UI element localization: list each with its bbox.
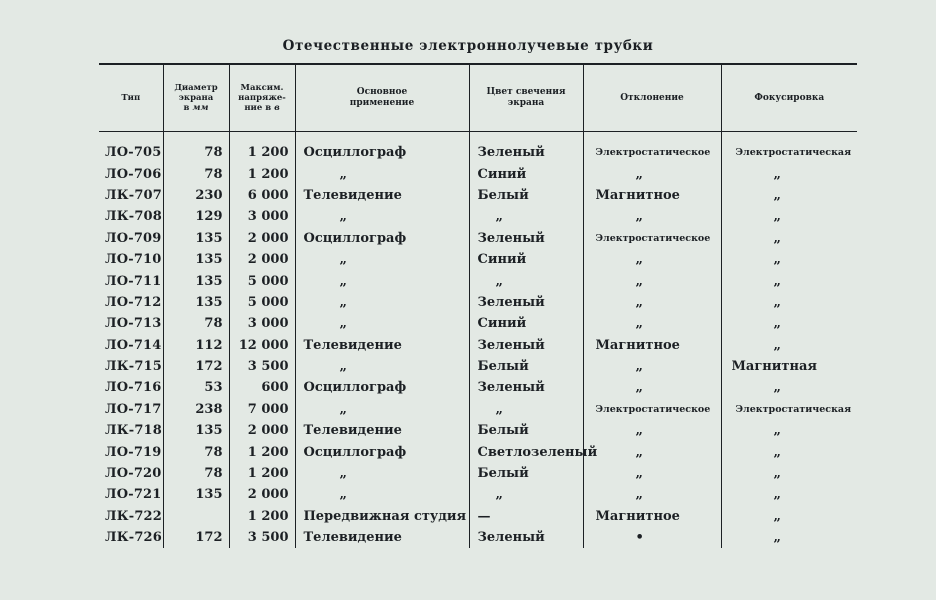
cell-deflection: „ <box>583 292 721 313</box>
cell-application: Телевидение <box>295 185 469 206</box>
cell-voltage: 600 <box>229 377 295 398</box>
cell-diameter: 135 <box>163 270 229 291</box>
cell-application: „ <box>295 313 469 334</box>
cell-diameter: 112 <box>163 335 229 356</box>
cell-color: Синий <box>469 163 583 184</box>
cell-focusing: „ <box>721 420 857 441</box>
cell-deflection: Электростатическое <box>583 132 721 164</box>
cell-application: „ <box>295 249 469 270</box>
table-row <box>99 270 857 291</box>
table-title: Отечественные электроннолучевые трубки <box>282 38 654 54</box>
cell-color: Белый <box>469 463 583 484</box>
cell-color: Зеленый <box>469 377 583 398</box>
cell-application: Осциллограф <box>295 228 469 249</box>
cell-focusing: „ <box>721 163 857 184</box>
cell-diameter: 172 <box>163 356 229 377</box>
cell-voltage: 12 000 <box>229 335 295 356</box>
cell-focusing: „ <box>721 441 857 462</box>
table-row <box>99 506 857 527</box>
cell-diameter: 238 <box>163 399 229 420</box>
cell-diameter: 78 <box>163 441 229 462</box>
cell-application: Телевидение <box>295 335 469 356</box>
cell-type: ЛО-711 <box>105 273 162 289</box>
cell-diameter: 78 <box>163 463 229 484</box>
table-row <box>99 163 857 184</box>
cell-voltage: 1 200 <box>229 463 295 484</box>
cell-deflection: „ <box>583 420 721 441</box>
cell-voltage: 2 000 <box>229 484 295 505</box>
cell-deflection: Электростатическое <box>583 228 721 249</box>
cell-type: ЛО-706 <box>105 166 162 182</box>
table-row <box>99 377 857 398</box>
cell-type: ЛО-709 <box>105 230 162 246</box>
cell-deflection: „ <box>583 206 721 227</box>
cell-color: Зеленый <box>469 527 583 548</box>
cell-voltage: 1 200 <box>229 132 295 164</box>
cell-diameter: 135 <box>163 292 229 313</box>
cell-focusing: „ <box>721 228 857 249</box>
cell-voltage: 1 200 <box>229 163 295 184</box>
cell-focusing: „ <box>721 463 857 484</box>
cell-color: Зеленый <box>469 132 583 164</box>
header-type: Тип <box>99 64 163 132</box>
cell-deflection: „ <box>583 356 721 377</box>
cell-color: „ <box>469 270 583 291</box>
cell-focusing: „ <box>721 377 857 398</box>
cell-diameter: 135 <box>163 420 229 441</box>
header-color: Цвет свечения экрана <box>469 64 583 132</box>
table-header <box>99 64 857 132</box>
cell-voltage: 7 000 <box>229 399 295 420</box>
cell-diameter: 78 <box>163 163 229 184</box>
cell-diameter: 78 <box>163 132 229 164</box>
cell-diameter: 230 <box>163 185 229 206</box>
cell-voltage: 1 200 <box>229 441 295 462</box>
cell-diameter: 172 <box>163 527 229 548</box>
header-deflection: Отклонение <box>583 64 721 132</box>
table-body <box>99 132 857 549</box>
cell-focusing: Электростатическая <box>721 399 857 420</box>
cell-application: Осциллограф <box>295 441 469 462</box>
cell-application: Передвижная студия <box>295 506 469 527</box>
cell-application: „ <box>295 292 469 313</box>
table-row <box>99 420 857 441</box>
cell-focusing: „ <box>721 484 857 505</box>
table-row <box>99 185 857 206</box>
cell-voltage: 3 500 <box>229 527 295 548</box>
table-row <box>99 463 857 484</box>
cell-diameter: 135 <box>163 249 229 270</box>
cell-type: ЛК-708 <box>105 209 163 225</box>
header-focusing: Фокусировка <box>721 64 857 132</box>
cell-deflection: • <box>583 527 721 548</box>
table-row <box>99 313 857 334</box>
cell-deflection: „ <box>583 163 721 184</box>
cell-focusing: „ <box>721 249 857 270</box>
header-application: Основное применение <box>295 64 469 132</box>
cell-color: „ <box>469 484 583 505</box>
table-row <box>99 249 857 270</box>
cell-focusing: „ <box>721 313 857 334</box>
cell-color: „ <box>469 399 583 420</box>
cell-focusing: Электростатическая <box>721 132 857 164</box>
cell-color: Белый <box>469 420 583 441</box>
cell-application: „ <box>295 270 469 291</box>
cell-color: Зеленый <box>469 228 583 249</box>
table-row <box>99 441 857 462</box>
cell-type: ЛО-714 <box>105 337 162 353</box>
cell-color: Синий <box>469 249 583 270</box>
cell-application: „ <box>295 356 469 377</box>
cell-deflection: „ <box>583 249 721 270</box>
cell-deflection: „ <box>583 484 721 505</box>
cell-application: „ <box>295 163 469 184</box>
cell-color: Зеленый <box>469 292 583 313</box>
cell-application: Осциллограф <box>295 377 469 398</box>
cell-type: ЛО-705 <box>105 145 162 161</box>
cell-deflection: Магнитное <box>583 185 721 206</box>
table-row <box>99 228 857 249</box>
cell-diameter: 129 <box>163 206 229 227</box>
cell-type: ЛК-722 <box>105 508 163 524</box>
cell-type: ЛК-715 <box>105 359 163 375</box>
crt-table <box>99 63 857 548</box>
cell-voltage: 2 000 <box>229 420 295 441</box>
cell-color: Светлозеленый <box>469 441 583 462</box>
cell-color: — <box>469 506 583 527</box>
table-row <box>99 335 857 356</box>
table-row <box>99 292 857 313</box>
table-row <box>99 356 857 377</box>
cell-voltage: 3 500 <box>229 356 295 377</box>
cell-voltage: 6 000 <box>229 185 295 206</box>
cell-diameter: 135 <box>163 228 229 249</box>
cell-type: ЛО-710 <box>105 252 162 268</box>
cell-application: Осциллограф <box>295 132 469 164</box>
cell-voltage: 2 000 <box>229 249 295 270</box>
cell-type: ЛК-726 <box>105 530 163 546</box>
table-row <box>99 132 857 164</box>
table-row <box>99 527 857 548</box>
cell-application: „ <box>295 463 469 484</box>
cell-application: „ <box>295 399 469 420</box>
cell-voltage: 1 200 <box>229 506 295 527</box>
cell-focusing: „ <box>721 185 857 206</box>
cell-type: ЛК-707 <box>105 187 163 203</box>
cell-type: ЛО-712 <box>105 294 162 310</box>
cell-color: „ <box>469 206 583 227</box>
cell-focusing: „ <box>721 335 857 356</box>
cell-focusing: „ <box>721 527 857 548</box>
table-row <box>99 399 857 420</box>
cell-voltage: 2 000 <box>229 228 295 249</box>
header-voltage: Максим. напряже- ние в в <box>229 64 295 132</box>
cell-deflection: Электростатическое <box>583 399 721 420</box>
cell-deflection: „ <box>583 463 721 484</box>
cell-focusing: „ <box>721 506 857 527</box>
cell-type: ЛО-717 <box>105 401 162 417</box>
cell-color: Белый <box>469 185 583 206</box>
cell-application: „ <box>295 206 469 227</box>
cell-type: ЛО-720 <box>105 466 162 482</box>
cell-deflection: Магнитное <box>583 506 721 527</box>
cell-focusing: Магнитная <box>721 356 857 377</box>
cell-voltage: 3 000 <box>229 206 295 227</box>
cell-focusing: „ <box>721 270 857 291</box>
cell-diameter <box>163 506 229 527</box>
cell-deflection: „ <box>583 377 721 398</box>
table-row <box>99 484 857 505</box>
cell-type: ЛО-713 <box>105 316 162 332</box>
cell-type: ЛО-719 <box>105 444 162 460</box>
header-diameter: Диаметр экрана в мм <box>163 64 229 132</box>
cell-type: ЛО-721 <box>105 487 162 503</box>
cell-voltage: 5 000 <box>229 270 295 291</box>
cell-diameter: 53 <box>163 377 229 398</box>
cell-focusing: „ <box>721 292 857 313</box>
cell-type: ЛК-718 <box>105 423 163 439</box>
cell-deflection: „ <box>583 270 721 291</box>
cell-color: Зеленый <box>469 335 583 356</box>
cell-application: Телевидение <box>295 420 469 441</box>
cell-diameter: 78 <box>163 313 229 334</box>
cell-color: Белый <box>469 356 583 377</box>
cell-deflection: Магнитное <box>583 335 721 356</box>
cell-type: ЛО-716 <box>105 380 162 396</box>
cell-focusing: „ <box>721 206 857 227</box>
cell-deflection: „ <box>583 441 721 462</box>
cell-color: Синий <box>469 313 583 334</box>
table-row <box>99 206 857 227</box>
cell-application: Телевидение <box>295 527 469 548</box>
cell-voltage: 3 000 <box>229 313 295 334</box>
cell-deflection: „ <box>583 313 721 334</box>
cell-diameter: 135 <box>163 484 229 505</box>
cell-application: „ <box>295 484 469 505</box>
cell-voltage: 5 000 <box>229 292 295 313</box>
